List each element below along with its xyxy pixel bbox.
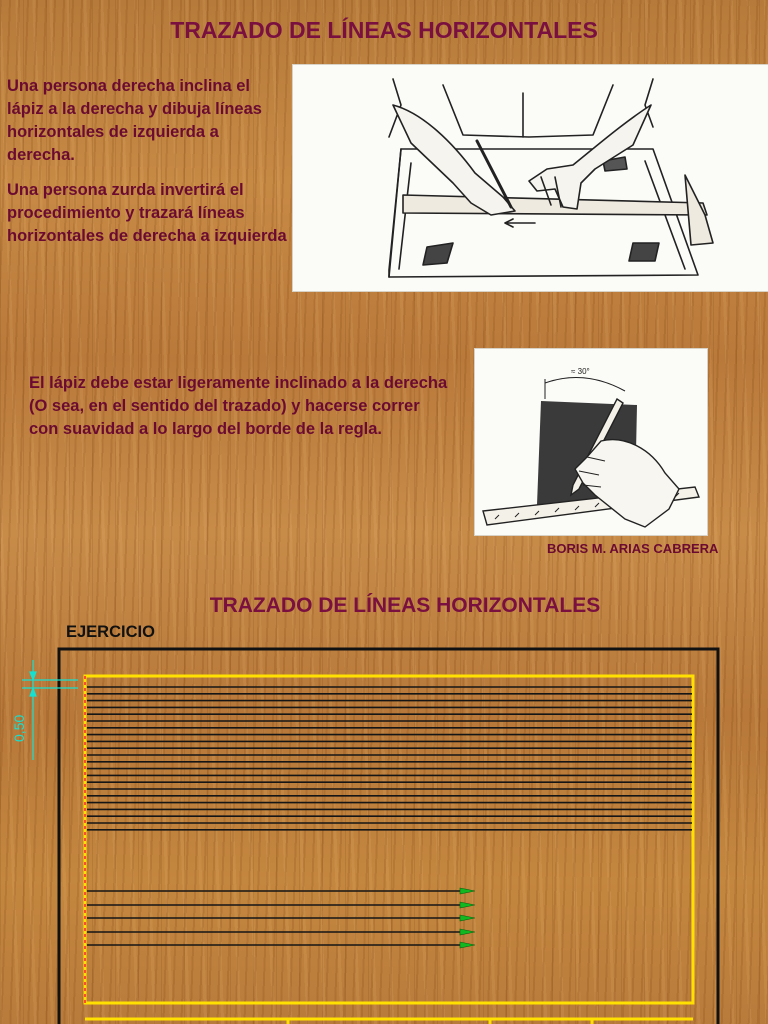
exercise-label: EJERCICIO: [66, 623, 155, 641]
dimension-label: 0,50: [11, 714, 27, 742]
arrow-head: [460, 915, 475, 921]
outer-frame: [59, 649, 718, 1024]
inner-border: [85, 676, 693, 1003]
arrow-lines: [87, 888, 475, 948]
arrow-head: [460, 888, 475, 894]
exercise-title: TRAZADO DE LÍNEAS HORIZONTALES: [209, 594, 601, 617]
arrow-head: [460, 929, 475, 935]
dimension-marker: [22, 660, 78, 760]
author-credit: BORIS M. ARIAS CABRERA: [547, 541, 719, 556]
pencil-inclination-note: El lápiz debe estar ligeramente inclinado a la derecha (O sea, en el sentido del trazado) y hacerse correr con suavidad a lo largo del borde de la regla.: [29, 374, 448, 438]
practice-lines: [87, 687, 692, 830]
intro-paragraph-left-handed: Una persona zurda invertirá el procedimiento y trazará líneas horizontales de derecha a izquierda: [7, 181, 287, 245]
angle-label: ≈ 30°: [571, 367, 590, 376]
arrow-head: [460, 942, 475, 948]
intro-paragraph-right-handed: Una persona derecha inclina el lápiz a la derecha y dibuja líneas horizontales de izquierda a derecha.: [7, 77, 262, 164]
arrow-head: [460, 902, 475, 908]
page-title: TRAZADO DE LÍNEAS HORIZONTALES: [170, 17, 598, 43]
